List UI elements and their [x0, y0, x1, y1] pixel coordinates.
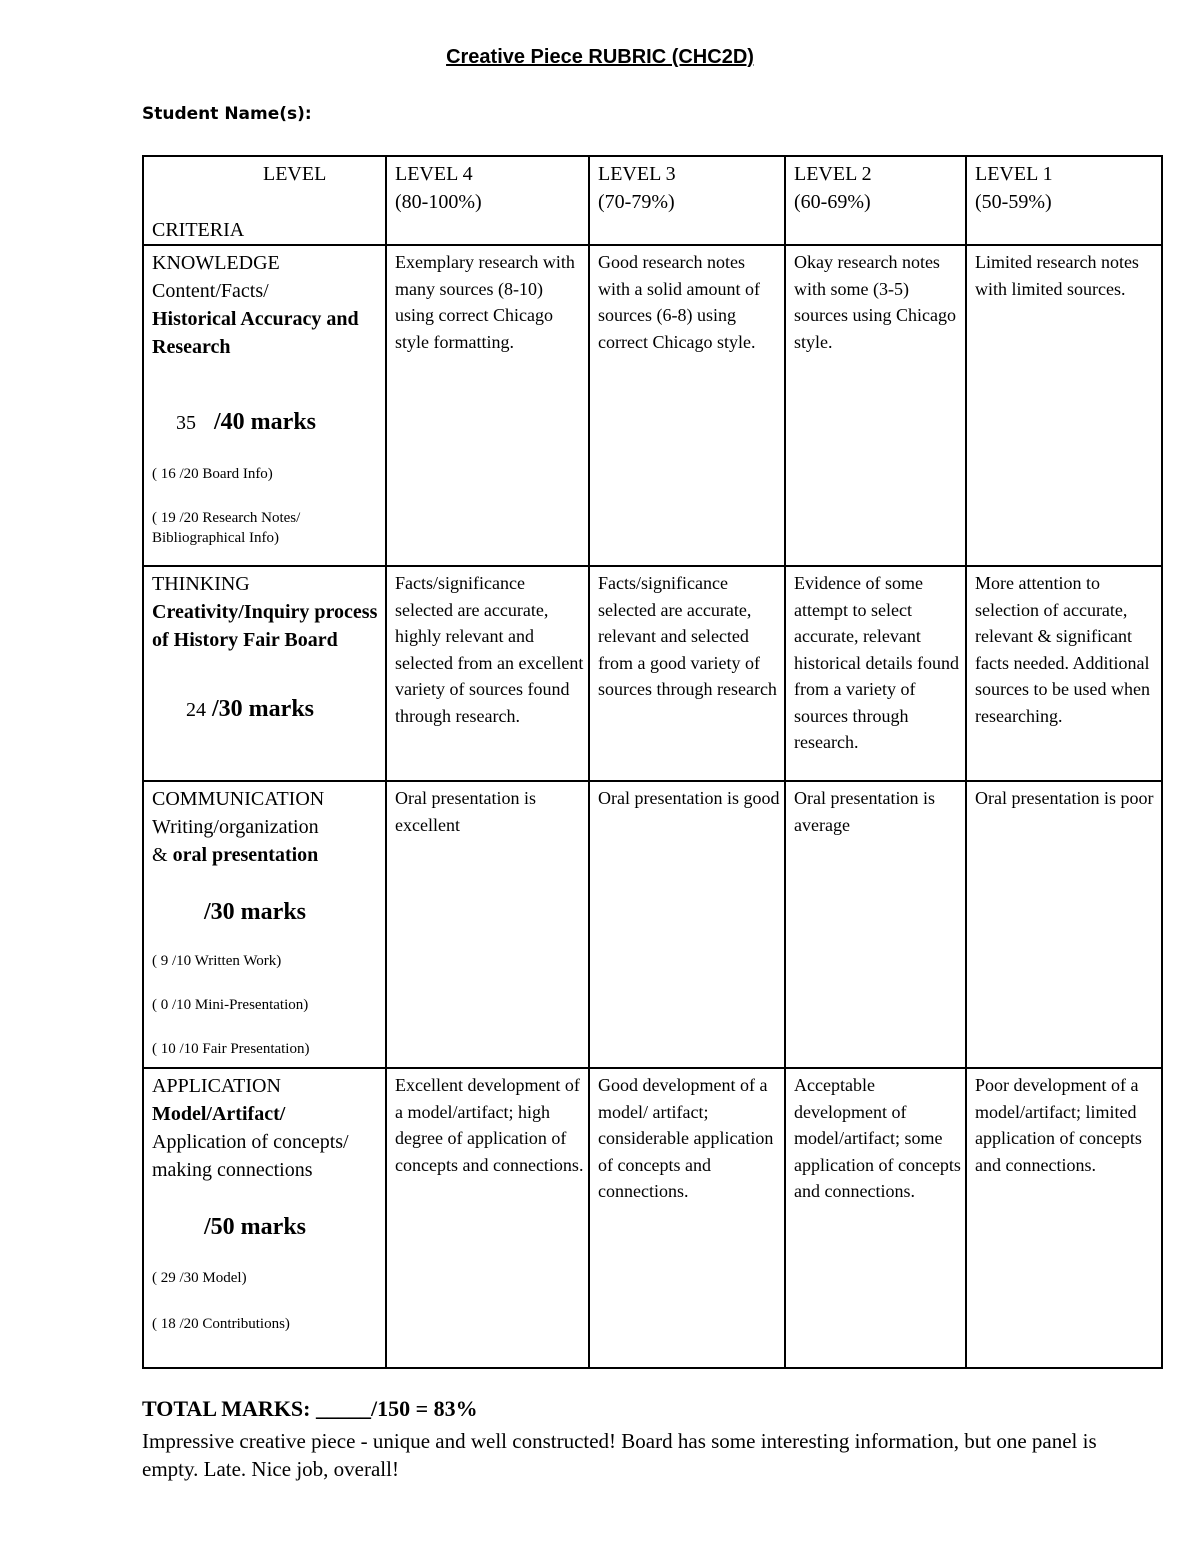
sub-score: ( 19 /20 Research Notes/ Bibliographical Info): [152, 510, 301, 546]
sub-score: ( 16 /20 Board Info): [152, 466, 273, 482]
level-2-header: [785, 156, 966, 245]
application-marks: /50 marks: [204, 1214, 306, 1240]
descriptor-cell: Excellent development of a model/artifact; high degree of application of concepts and connections.: [386, 1068, 589, 1368]
criteria-subtitle: Content/Facts/: [152, 280, 269, 302]
descriptor-cell: Facts/significance selected are accurate, relevant and selected from a good variety of sources through research: [589, 566, 785, 781]
criteria-focus: Model/Artifact/: [152, 1103, 286, 1125]
knowledge-row: [143, 245, 1162, 566]
sub-score: ( 10 /10 Fair Presentation): [152, 1041, 310, 1057]
student-name-label: Student Name(s):: [142, 104, 312, 124]
criteria-subtitle: Application of concepts/ making connections: [152, 1131, 349, 1181]
descriptor-cell: Oral presentation is excellent: [386, 781, 589, 1068]
criteria-category: KNOWLEDGE: [152, 252, 280, 274]
descriptor-cell: Good research notes with a solid amount of sources (6-8) using correct Chicago style.: [589, 245, 785, 566]
corner-cell: [143, 156, 386, 245]
descriptor-cell: Limited research notes with limited sources.: [966, 245, 1162, 566]
criteria-focus-line: [152, 841, 381, 869]
descriptor-cell: Evidence of some attempt to select accurate, relevant historical details found from a variety of sources through research.: [785, 566, 966, 781]
teacher-comment: Impressive creative piece - unique and well constructed! Board has some interesting information, but one panel is empty. Late. Nice job, overall!: [142, 1429, 1097, 1481]
criteria-focus: oral presentation: [172, 844, 319, 866]
communication-marks: /30 marks: [204, 899, 306, 925]
criteria-focus: Historical Accuracy and Research: [152, 308, 359, 358]
level-name: LEVEL 3: [598, 163, 676, 185]
marks-out-of: /30 marks: [212, 696, 314, 722]
knowledge-criteria-cell: [143, 245, 386, 566]
total-value: /150 = 83%: [371, 1396, 478, 1421]
level-range: (50-59%): [975, 191, 1052, 213]
descriptor-cell: Okay research notes with some (3-5) sources using Chicago style.: [785, 245, 966, 566]
descriptor-cell: Oral presentation is average: [785, 781, 966, 1068]
page-title: Creative Piece RUBRIC (CHC2D): [446, 46, 754, 68]
level-name: LEVEL 4: [395, 163, 473, 185]
thinking-criteria-cell: [143, 566, 386, 781]
descriptor-cell: More attention to selection of accurate, relevant & significant facts needed. Additional sources to be used when researching.: [966, 566, 1162, 781]
marks-out-of: /40 marks: [214, 409, 316, 435]
level-name: LEVEL 2: [794, 163, 872, 185]
descriptor-cell: Oral presentation is good: [589, 781, 785, 1068]
marks-score: 24: [186, 699, 206, 721]
descriptor-cell: Acceptable development of model/artifact; some application of concepts and connections.: [785, 1068, 966, 1368]
rubric-table: [142, 155, 1163, 1369]
descriptor-cell: Poor development of a model/artifact; limited application of concepts and connections.: [966, 1068, 1162, 1368]
level-range: (80-100%): [395, 191, 482, 213]
criteria-category: APPLICATION: [152, 1075, 281, 1097]
sub-score: ( 18 /20 Contributions): [152, 1316, 290, 1332]
sub-score: ( 29 /30 Model): [152, 1270, 247, 1286]
criteria-category: THINKING: [152, 573, 250, 595]
marks-score: 35: [176, 412, 196, 434]
descriptor-cell: Good development of a model/ artifact; considerable application of concepts and connections.: [589, 1068, 785, 1368]
criteria-focus: Creativity/Inquiry process of History Fair Board: [152, 601, 378, 651]
corner-level-label: LEVEL: [263, 163, 327, 185]
thinking-row: [143, 566, 1162, 781]
descriptor-cell: Exemplary research with many sources (8-10) using correct Chicago style formatting.: [386, 245, 589, 566]
corner-criteria-label: CRITERIA: [152, 219, 245, 241]
level-name: LEVEL 1: [975, 163, 1053, 185]
level-range: (60-69%): [794, 191, 871, 213]
level-1-header: [966, 156, 1162, 245]
total-label: TOTAL MARKS:: [142, 1396, 311, 1421]
ampersand: &: [152, 844, 168, 866]
communication-row: [143, 781, 1162, 1068]
level-4-header: [386, 156, 589, 245]
level-range: (70-79%): [598, 191, 675, 213]
descriptor-cell: Oral presentation is poor: [966, 781, 1162, 1068]
application-row: [143, 1068, 1162, 1368]
communication-criteria-cell: [143, 781, 386, 1068]
total-marks: [142, 1396, 478, 1422]
header-row: [143, 156, 1162, 245]
sub-score: ( 9 /10 Written Work): [152, 953, 282, 969]
descriptor-cell: Facts/significance selected are accurate, highly relevant and selected from an excellent variety of sources found through research.: [386, 566, 589, 781]
criteria-subtitle: Writing/organization: [152, 816, 319, 838]
total-blank: _____: [316, 1396, 371, 1421]
application-criteria-cell: [143, 1068, 386, 1368]
level-3-header: [589, 156, 785, 245]
thinking-marks: [152, 694, 381, 725]
knowledge-marks: [152, 407, 381, 438]
criteria-category: COMMUNICATION: [152, 788, 325, 810]
sub-score: ( 0 /10 Mini-Presentation): [152, 997, 309, 1013]
